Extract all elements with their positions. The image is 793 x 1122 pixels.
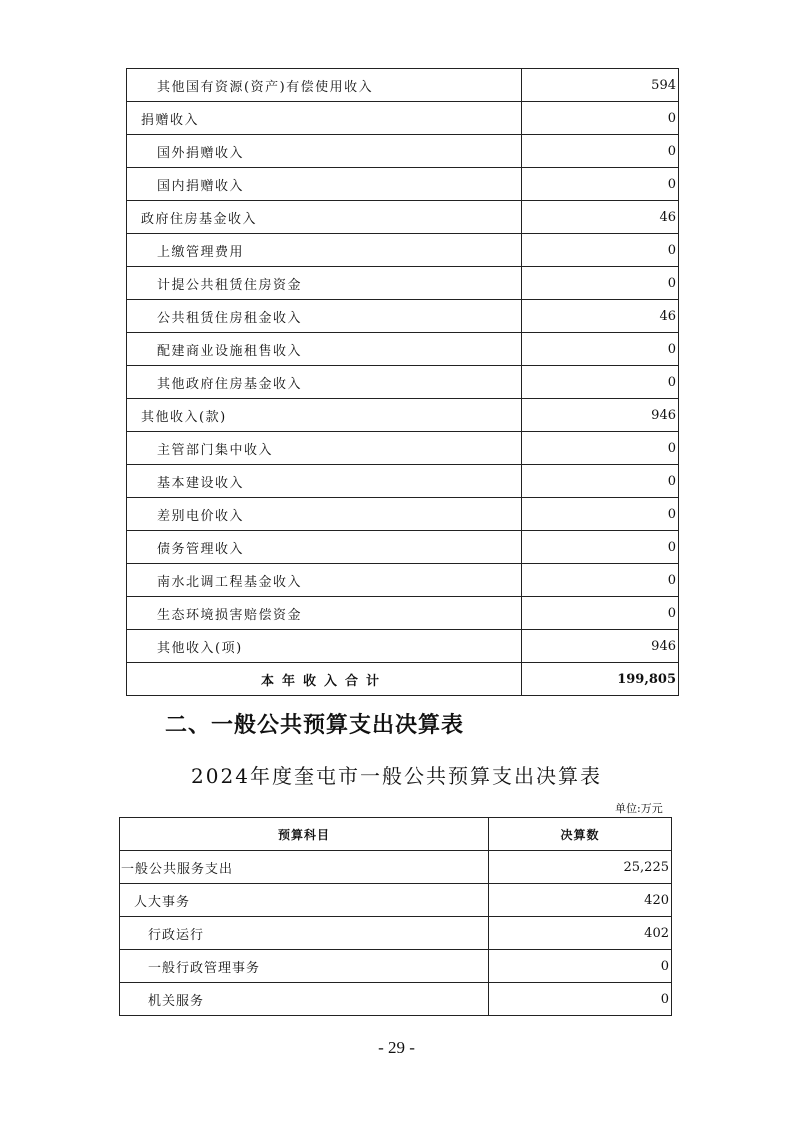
row-value: 0	[522, 498, 679, 531]
table-row	[127, 597, 679, 630]
table-row	[127, 234, 679, 267]
table-row	[127, 201, 679, 234]
row-label: 捐赠收入	[127, 102, 522, 135]
row-label: 差别电价收入	[127, 498, 522, 531]
header-budget-subject: 预算科目	[120, 818, 489, 851]
row-value: 0	[522, 531, 679, 564]
table-row	[127, 267, 679, 300]
row-label: 生态环境损害赔偿资金	[127, 597, 522, 630]
row-value: 594	[522, 69, 679, 102]
total-row	[127, 663, 679, 696]
row-value: 0	[522, 597, 679, 630]
row-label: 南水北调工程基金收入	[127, 564, 522, 597]
row-label: 基本建设收入	[127, 465, 522, 498]
income-table-body	[127, 69, 679, 696]
table-row	[120, 950, 672, 983]
row-value: 46	[522, 300, 679, 333]
table-row	[120, 917, 672, 950]
table-row	[127, 432, 679, 465]
row-value: 0	[522, 333, 679, 366]
row-label: 配建商业设施租售收入	[127, 333, 522, 366]
income-table	[126, 68, 679, 696]
section-heading: 二、一般公共预算支出决算表	[165, 712, 465, 738]
table-row	[120, 983, 672, 1016]
row-value: 946	[522, 630, 679, 663]
row-value: 946	[522, 399, 679, 432]
expenditure-table	[119, 817, 672, 1016]
row-label: 其他收入(款)	[127, 399, 522, 432]
total-value: 199,805	[522, 663, 679, 696]
row-label: 主管部门集中收入	[127, 432, 522, 465]
row-value: 0	[522, 102, 679, 135]
row-label: 公共租赁住房租金收入	[127, 300, 522, 333]
table-row	[127, 399, 679, 432]
row-label: 国外捐赠收入	[127, 135, 522, 168]
table-row	[127, 366, 679, 399]
table-row	[120, 884, 672, 917]
row-label: 其他国有资源(资产)有偿使用收入	[127, 69, 522, 102]
row-label: 债务管理收入	[127, 531, 522, 564]
expenditure-table-header-row	[120, 818, 672, 851]
row-value: 25,225	[489, 851, 672, 884]
table-row	[127, 498, 679, 531]
table-row	[127, 465, 679, 498]
table-row	[120, 851, 672, 884]
table-row	[127, 135, 679, 168]
row-value: 0	[489, 950, 672, 983]
row-value: 0	[522, 267, 679, 300]
row-value: 0	[522, 234, 679, 267]
header-final-amount: 决算数	[489, 818, 672, 851]
table-row	[127, 531, 679, 564]
unit-label: 单位:万元	[615, 802, 663, 815]
row-value: 0	[522, 465, 679, 498]
row-label: 上缴管理费用	[127, 234, 522, 267]
row-value: 46	[522, 201, 679, 234]
row-label: 国内捐赠收入	[127, 168, 522, 201]
row-label: 一般公共服务支出	[120, 851, 489, 884]
row-label: 计提公共租赁住房资金	[127, 267, 522, 300]
row-value: 420	[489, 884, 672, 917]
row-value: 0	[522, 168, 679, 201]
row-label: 机关服务	[120, 983, 489, 1016]
row-value: 0	[522, 432, 679, 465]
row-label: 人大事务	[120, 884, 489, 917]
expenditure-table-title: 2024年度奎屯市一般公共预算支出决算表	[191, 764, 602, 788]
row-label: 政府住房基金收入	[127, 201, 522, 234]
row-label: 一般行政管理事务	[120, 950, 489, 983]
row-label: 其他政府住房基金收入	[127, 366, 522, 399]
expenditure-table-body	[120, 818, 672, 1016]
table-row	[127, 630, 679, 663]
row-value: 0	[522, 564, 679, 597]
row-label: 其他收入(项)	[127, 630, 522, 663]
row-value: 0	[522, 135, 679, 168]
table-row	[127, 168, 679, 201]
row-label: 行政运行	[120, 917, 489, 950]
table-row	[127, 102, 679, 135]
table-row	[127, 333, 679, 366]
row-value: 0	[522, 366, 679, 399]
row-value: 0	[489, 983, 672, 1016]
table-row	[127, 300, 679, 333]
total-label: 本年收入合计	[127, 663, 522, 696]
row-value: 402	[489, 917, 672, 950]
page-number: - 29 -	[378, 1038, 415, 1057]
table-row	[127, 564, 679, 597]
table-row	[127, 69, 679, 102]
